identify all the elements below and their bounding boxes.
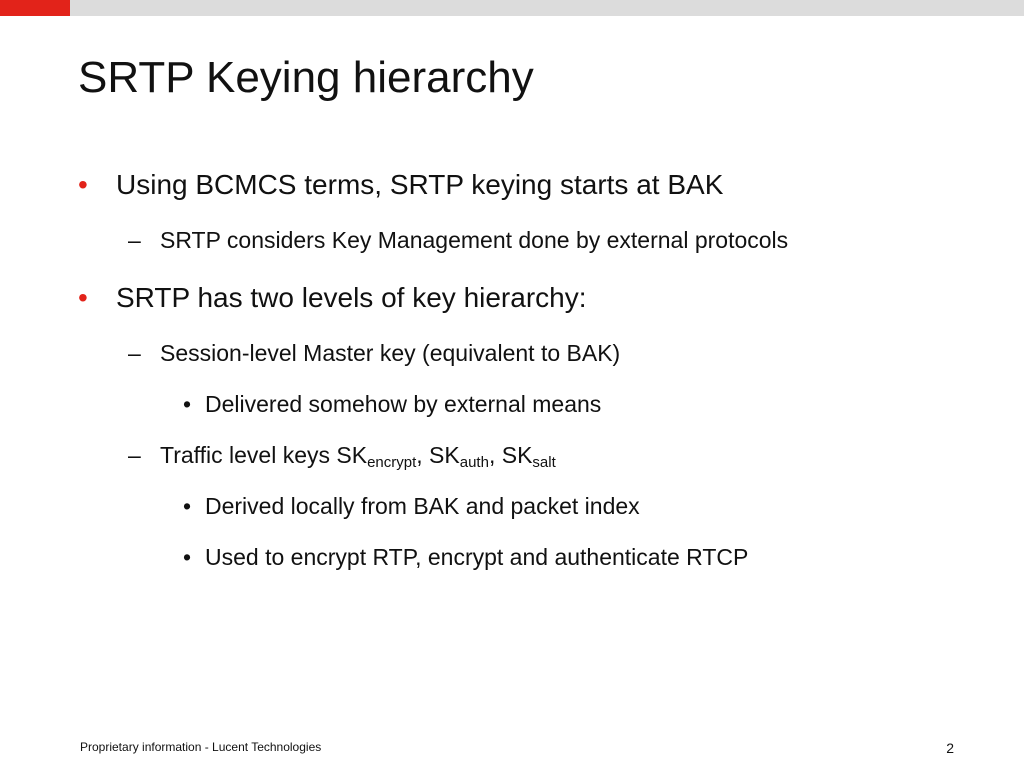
bullet-text: SRTP has two levels of key hierarchy: <box>116 282 587 313</box>
bullet-level2-session-master-key <box>128 339 620 367</box>
bullet-text <box>160 441 556 469</box>
bullet-marker-red: • <box>78 282 88 313</box>
dash-marker: – <box>128 340 141 366</box>
bullet-level3-derived-locally <box>183 492 640 520</box>
bullet-text: Session-level Master key (equivalent to BAK) <box>160 340 621 366</box>
subscript-salt: salt <box>532 454 556 471</box>
bullet-level1-bcmcs <box>78 168 723 202</box>
dash-marker: – <box>128 442 141 468</box>
separator-sk-auth: , SK <box>416 442 460 468</box>
bullet-marker: • <box>183 391 192 417</box>
footer-proprietary-notice: Proprietary information - Lucent Technologies <box>80 740 322 754</box>
separator-sk-salt: , SK <box>488 442 533 468</box>
bullet-marker: • <box>183 544 192 570</box>
dash-marker: – <box>128 227 141 253</box>
bullet-text: Used to encrypt RTP, encrypt and authenticate RTCP <box>205 544 749 570</box>
top-accent-bar-grey <box>70 0 1024 16</box>
bullet-text: Delivered somehow by external means <box>205 391 602 417</box>
traffic-keys-prefix: Traffic level keys SK <box>160 442 368 468</box>
top-accent-bar-red <box>0 0 70 16</box>
bullet-marker: • <box>183 493 192 519</box>
bullet-level2-key-management <box>128 226 788 254</box>
bullet-level3-used-to-encrypt <box>183 543 748 571</box>
bullet-marker-red: • <box>78 169 88 200</box>
bullet-text: Using BCMCS terms, SRTP keying starts at BAK <box>116 169 724 200</box>
slide-title: SRTP Keying hierarchy <box>78 53 534 102</box>
bullet-level3-delivered <box>183 390 601 418</box>
bullet-text: SRTP considers Key Management done by external protocols <box>160 227 789 253</box>
subscript-encrypt: encrypt <box>367 454 417 471</box>
subscript-auth: auth <box>459 454 489 471</box>
page-number: 2 <box>946 740 954 756</box>
bullet-level1-two-levels <box>78 281 587 315</box>
bullet-text: Derived locally from BAK and packet index <box>205 493 640 519</box>
bullet-level2-traffic-keys <box>128 441 556 469</box>
